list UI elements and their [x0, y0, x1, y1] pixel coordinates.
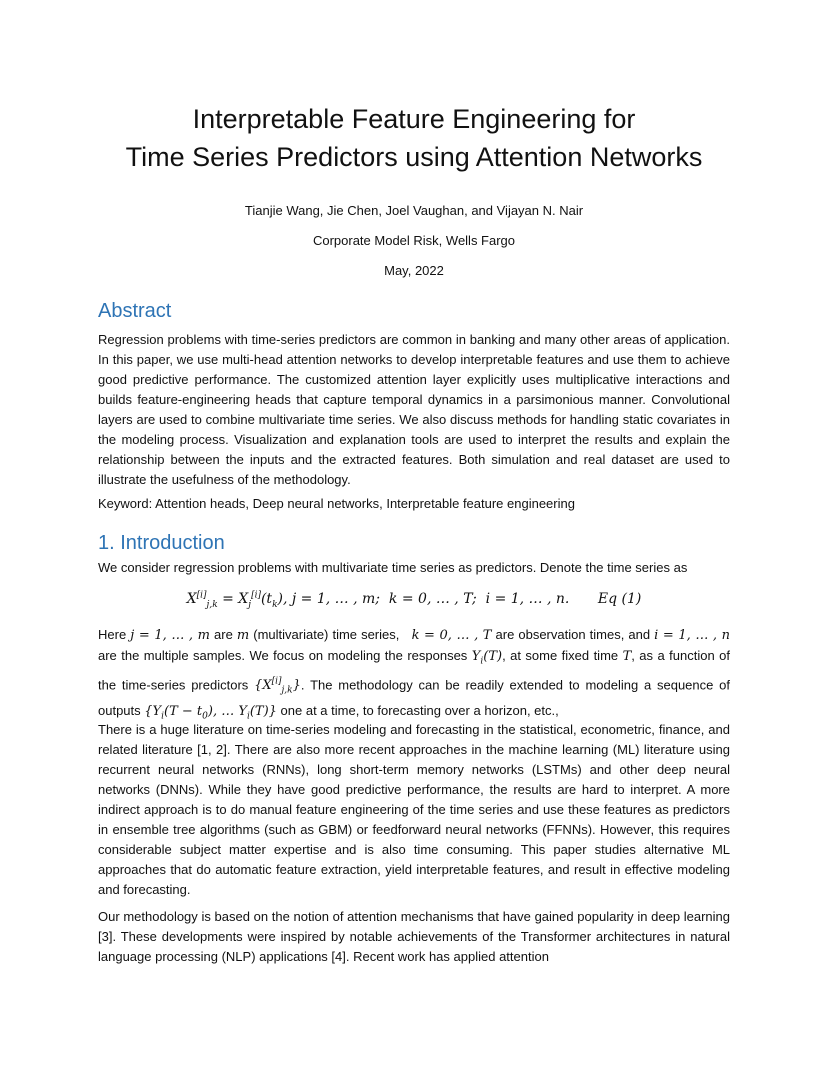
affiliation: Corporate Model Risk, Wells Fargo	[312, 233, 516, 248]
math-k-range: k = 0, … , T	[411, 628, 492, 643]
p2-part-d: are observation times, and	[491, 627, 655, 642]
math-m: m	[236, 628, 250, 643]
intro-paragraph-1: We consider regression problems with multivariate time series as predictors. Denote the time series as	[98, 560, 688, 575]
p2-part-f: , at some fixed time	[502, 648, 623, 663]
math-x-set: $\{X[i]_{j,k}\}$	[254, 676, 301, 696]
equation-1	[0, 590, 828, 609]
title-line-1: Interpretable Feature Engineering for	[192, 104, 636, 134]
p2-part-c: (multivariate) time series,	[249, 627, 404, 642]
abstract-text: Regression problems with time-series predictors are common in banking and many other areas of application. In this paper, we use multi-head attention networks to develop interpretable features and use them to achieve good predictive performance. The customized attention layer explicitly uses multiplicative interactions and builds feature-engineering heads that capture temporal dynamics in a parsimonious manner. Convolutional layers are used to combine multivariate time series. We also discuss methods for handling static covariates in the modeling process. Visualization and explanation tools are used to interpret the results and explain the relationship between the inputs and the extracted features. Both simulation and real dataset are used to illustrate the usefulness of the methodology.	[98, 332, 730, 487]
math-j-range: j = 1, … , m	[130, 628, 210, 643]
intro-paragraph-4: Our methodology is based on the notion of attention mechanisms that have gained popularity in deep learning [3]. These developments were inspired by notable achievements of the Transformer architectures in natural language processing (NLP) applications [4]. Recent work has applied attention	[98, 909, 730, 964]
equation-number: Eq (1)	[597, 590, 642, 607]
intro-paragraph-2	[98, 625, 730, 726]
p2-part-i: one at a time, to forecasting over a horizon, etc.,	[276, 702, 559, 718]
paper-title	[0, 100, 828, 176]
title-line-2: Time Series Predictors using Attention Networks	[125, 142, 703, 172]
math-T: T	[622, 649, 632, 664]
introduction-heading: 1. Introduction	[98, 532, 225, 554]
intro-paragraph-3: There is a huge literature on time-series modeling and forecasting in the statistical, econometric, finance, and related literature [1, 2]. There are also more recent approaches in the machine learning (ML) literature using recurrent neural networks (RNNs), long short-term memory networks (LSTMs) and other deep neural networks (DNNs). While they have good predictive performance, the results are hard to interpret. A more indirect approach is to do manual feature engineering of the time series and use these features as predictors in ensemble tree algorithms (such as GBM) or feedforward neural networks (FFNNs). However, this requires considerable subject matter expertise and is also time consuming. This paper studies alternative ML approaches that do automatic feature extraction, yield interpretable features, and result in effective modeling and forecasting.	[98, 722, 730, 897]
math-yi-T: $Y_i(T)$	[471, 649, 503, 667]
p2-part-e: are the multiple samples. We focus on modeling the responses	[98, 648, 472, 663]
abstract-heading: Abstract	[98, 300, 172, 322]
keywords: Keyword: Attention heads, Deep neural networks, Interpretable feature engineering	[98, 496, 575, 511]
p2-part-g: , as a function of the time-series predictors	[98, 648, 730, 692]
math-output-seq: {$Y_i(T - t_0)$, … $Y_i(T)$}	[144, 703, 277, 722]
p2-part-h: . The methodology can be readily extended to modeling a sequence of outputs	[98, 676, 730, 718]
equation-body: $X[i]_{j,k} = X_j[i](t_k)$, j = 1, … , m; k = 0, … , T; i = 1, … , n.	[186, 590, 570, 610]
p2-part-b: are	[209, 627, 237, 642]
date: May, 2022	[384, 263, 444, 278]
math-i-range: i = 1, … , n	[654, 628, 730, 643]
authors: Tianjie Wang, Jie Chen, Joel Vaughan, and Vijayan N. Nair	[244, 203, 584, 218]
p2-part-a: Here	[98, 627, 131, 642]
